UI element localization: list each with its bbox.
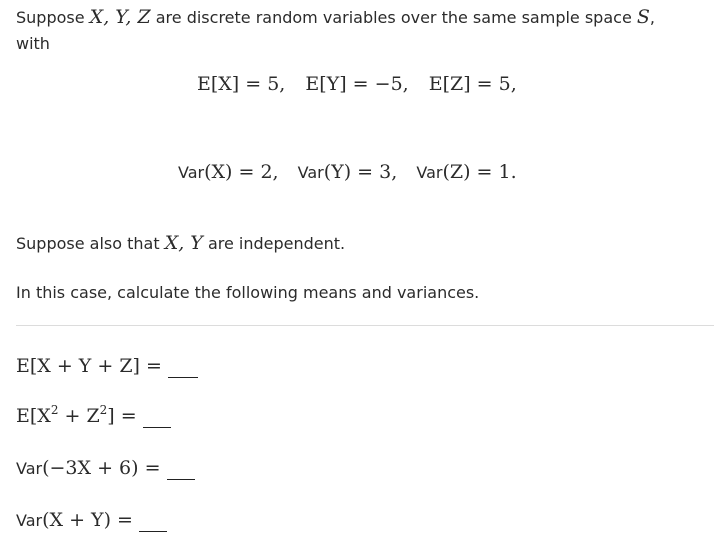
variance-z: (Z) = 1. bbox=[442, 161, 517, 183]
section-divider bbox=[16, 325, 714, 326]
intro-sample-space: S bbox=[636, 6, 650, 28]
mean-y: E[Y] = −5, bbox=[305, 73, 409, 95]
question-4 bbox=[16, 509, 167, 532]
mean-z: E[Z] = 5, bbox=[428, 73, 517, 95]
intro-lead: Suppose bbox=[16, 8, 90, 27]
question-2-base: E[X bbox=[16, 405, 51, 427]
intro-comma: , bbox=[649, 8, 655, 27]
question-2 bbox=[16, 405, 171, 428]
question-3 bbox=[16, 457, 195, 480]
instruction-text: In this case, calculate the following means and variances. bbox=[16, 283, 480, 302]
var-word-z: Var bbox=[416, 163, 443, 182]
answer-blank-3[interactable] bbox=[167, 478, 195, 480]
means-equation bbox=[197, 73, 517, 95]
independence-tail: are independent. bbox=[202, 234, 346, 253]
var-word-x: Var bbox=[178, 163, 205, 182]
answer-blank-1[interactable] bbox=[168, 376, 198, 378]
var-word-y: Var bbox=[297, 163, 324, 182]
independence-statement bbox=[16, 232, 345, 254]
question-2-exponent-x: 2 bbox=[50, 403, 59, 417]
variances-equation bbox=[178, 161, 517, 183]
answer-blank-4[interactable] bbox=[139, 530, 167, 532]
question-4-expression: (X + Y) = bbox=[42, 509, 133, 531]
intro-line-2: with bbox=[16, 34, 50, 53]
question-1 bbox=[16, 355, 198, 378]
independence-lead: Suppose also that bbox=[16, 234, 165, 253]
answer-blank-2[interactable] bbox=[143, 426, 171, 428]
intro-middle: are discrete random variables over the same sample space bbox=[150, 8, 637, 27]
question-3-expression: (−3X + 6) = bbox=[42, 457, 161, 479]
mean-x: E[X] = 5, bbox=[197, 73, 286, 95]
question-2-exponent-z: 2 bbox=[99, 403, 108, 417]
question-2-expression bbox=[16, 405, 137, 427]
independence-variables: X, Y bbox=[164, 232, 203, 254]
question-2-end: ] = bbox=[107, 405, 137, 427]
intro-variables: X, Y, Z bbox=[89, 6, 151, 28]
question-3-var-word: Var bbox=[16, 459, 43, 478]
question-4-var-word: Var bbox=[16, 511, 43, 530]
question-1-expression: E[X + Y + Z] = bbox=[16, 355, 162, 377]
intro-line-1 bbox=[16, 6, 655, 28]
question-2-middle: + Z bbox=[58, 405, 100, 427]
variance-x: (X) = 2, bbox=[204, 161, 279, 183]
variance-y: (Y) = 3, bbox=[323, 161, 398, 183]
